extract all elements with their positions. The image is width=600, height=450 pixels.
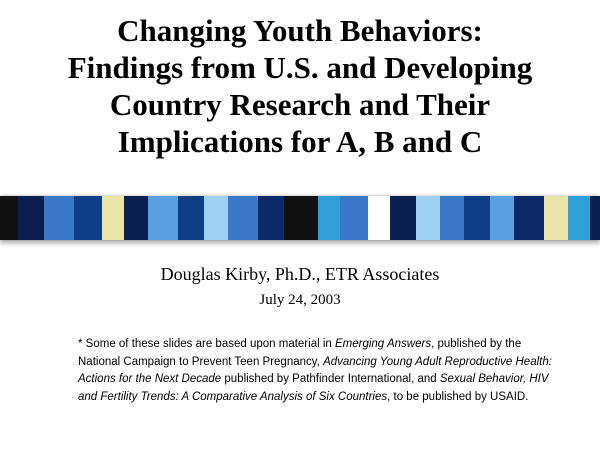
- stripe-segment: [464, 196, 490, 240]
- source-footnote: [78, 336, 558, 406]
- stripe-segment: [74, 196, 102, 240]
- slide-title: [20, 12, 580, 160]
- footnote-text-2: , published by the National Campaign to Prevent Teen Pregnancy,: [78, 338, 522, 368]
- stripe-segment: [416, 196, 440, 240]
- stripe-segment: [390, 196, 416, 240]
- stripe-segment: [568, 196, 590, 240]
- stripe-segment: [18, 196, 44, 240]
- stripe-segment: [284, 196, 318, 240]
- title-line-1: Changing Youth Behaviors:: [117, 13, 483, 48]
- footnote-text-3: published by Pathfinder International, and: [221, 373, 440, 385]
- footnote-title-emerging-answers: Emerging Answers: [334, 338, 432, 350]
- stripe-segment: [258, 196, 284, 240]
- stripe-segment: [0, 196, 18, 240]
- stripe-segment: [148, 196, 178, 240]
- stripe-segment: [102, 196, 124, 240]
- stripe-segment: [340, 196, 368, 240]
- stripe-segment: [228, 196, 258, 240]
- presentation-date: July 24, 2003: [259, 292, 341, 308]
- stripe-segment: [514, 196, 544, 240]
- stripe-segment: [590, 196, 600, 240]
- stripe-segment: [178, 196, 204, 240]
- stripe-segment: [44, 196, 74, 240]
- stripe-segment: [368, 196, 390, 240]
- stripe-segment: [490, 196, 514, 240]
- title-line-4: Implications for A, B and C: [117, 124, 483, 159]
- stripe-segment: [204, 196, 228, 240]
- footnote-text-1: * Some of these slides are based upon material in: [78, 338, 335, 350]
- footnote-text-4: , to be published by USAID.: [387, 390, 529, 403]
- stripe-segment: [544, 196, 568, 240]
- footnote-title-sexual-behavior: Sexual Behavior, HIV and Fertility Trends: A Comparative Analysis of Six Countries: [78, 373, 549, 403]
- footnote-title-advancing: Advancing Young Adult Reproductive Health: Actions for the Next Decade: [78, 355, 552, 385]
- title-line-2: Findings from U.S. and Developing: [67, 50, 533, 85]
- decorative-stripe-band: [0, 196, 600, 240]
- stripe-segment: [440, 196, 464, 240]
- stripe-segment: [124, 196, 148, 240]
- stripe-segment: [318, 196, 340, 240]
- title-line-3: Country Research and Their: [109, 87, 491, 122]
- author-line: Douglas Kirby, Ph.D., ETR Associates: [160, 264, 440, 284]
